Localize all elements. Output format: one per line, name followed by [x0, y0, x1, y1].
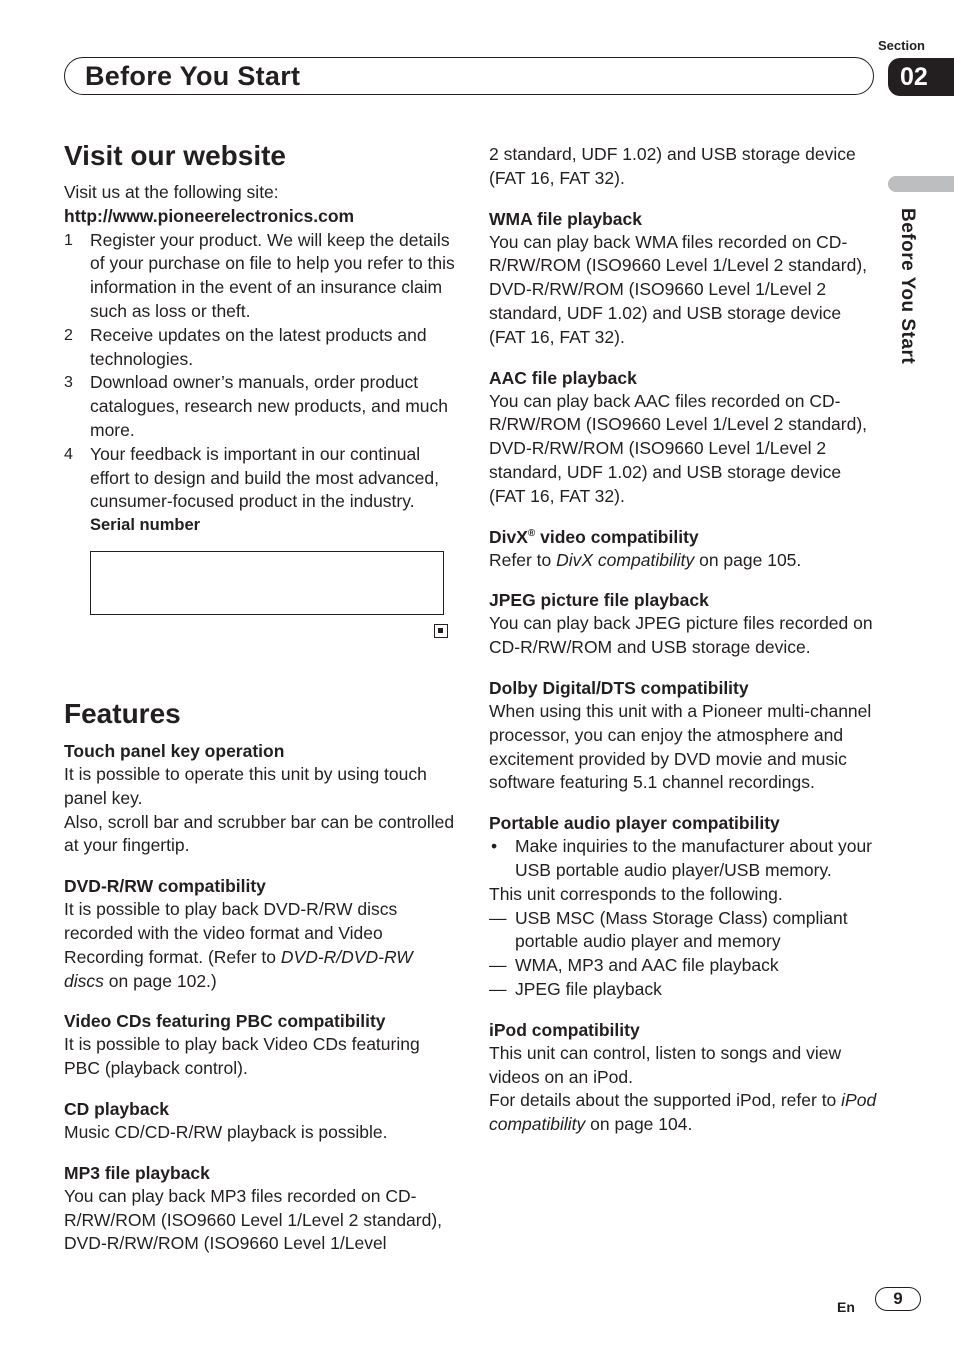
divx-heading-pre: DivX	[489, 526, 528, 547]
dash-text: WMA, MP3 and AAC file playback	[515, 955, 779, 976]
dolby-text: When using this unit with a Pioneer multi-channel processor, you can enjoy the atmosphere and excitement provided by DVD movie and music software featuring 5.1 channel recordings.	[489, 700, 872, 793]
portable-heading: Portable audio player compatibility	[489, 813, 780, 834]
touch-heading: Touch panel key operation	[64, 740, 285, 761]
section-number-badge: 02	[888, 58, 954, 96]
list-item	[64, 371, 456, 442]
touch-text-2: Also, scroll bar and scrubber bar can be controlled at your fingertip.	[64, 811, 455, 856]
registered-mark: ®	[527, 527, 536, 539]
dash-text: USB MSC (Mass Storage Class) compliant portable audio player and memory	[515, 907, 848, 952]
item-text: Download owner’s manuals, order product catalogues, research new products, and much more.	[90, 372, 448, 440]
side-tab-marker	[888, 176, 954, 192]
divx-text	[489, 549, 881, 573]
item-text: Your feedback is important in our continual effort to design and build the most advanced, cunsumer-focused product in the industry.	[90, 443, 439, 512]
ipod-heading: iPod compatibility	[489, 1019, 640, 1040]
divx-text-after: on page 105.	[694, 549, 802, 570]
ipod-reference: iPod compatibility	[489, 1090, 877, 1135]
vcd-text: It is possible to play back Video CDs featuring PBC (playback control).	[64, 1034, 420, 1079]
header-bar	[64, 57, 874, 95]
list-item	[489, 978, 881, 1002]
item-number: 2	[64, 326, 73, 344]
item-number: 3	[64, 374, 73, 392]
divx-heading	[489, 525, 881, 549]
item-number: 4	[64, 445, 73, 463]
dash-icon: —	[489, 978, 507, 999]
divx-reference: DivX compatibility	[556, 549, 695, 570]
mp3-text-continued: 2 standard, UDF 1.02) and USB storage device (FAT 16, FAT 32).	[489, 144, 856, 188]
mp3-text: You can play back MP3 files recorded on CD-R/RW/ROM (ISO9660 Level 1/Level 2 standard), DVD-R/RW/ROM (ISO9660 Level 1/Level	[64, 1185, 443, 1254]
dolby-heading: Dolby Digital/DTS compatibility	[489, 677, 749, 698]
left-column	[64, 138, 456, 1256]
item-text: Receive updates on the latest products and technologies.	[90, 324, 427, 369]
list-item	[64, 443, 456, 514]
aac-heading: AAC file playback	[489, 367, 637, 388]
section-label: Section	[878, 38, 925, 53]
ipod-text-2	[489, 1089, 881, 1137]
language-code: En	[837, 1299, 855, 1315]
cd-heading: CD playback	[64, 1098, 170, 1119]
serial-number-box	[90, 551, 444, 615]
list-item	[64, 324, 456, 372]
aac-text: You can play back AAC files recorded on CD-R/RW/ROM (ISO9660 Level 1/Level 2 standard), DVD-R/RW/ROM (ISO9660 Level 1/Level 2 standard, UDF 1.02) and USB storage device (FAT 16, FAT 32).	[489, 390, 868, 506]
vcd-heading: Video CDs featuring PBC compatibility	[64, 1011, 386, 1032]
wma-text: You can play back WMA files recorded on CD-R/RW/ROM (ISO9660 Level 1/Level 2 standard), DVD-R/RW/ROM (ISO9660 Level 1/Level 2 standard, UDF 1.02) and USB storage device (FAT 16, FAT 32).	[489, 231, 868, 347]
dvd-text-before: It is possible to play back DVD-R/RW discs recorded with the video format and Video Recording format. (Refer to	[64, 899, 398, 967]
wma-heading: WMA file playback	[489, 208, 642, 229]
touch-text-1: It is possible to operate this unit by using touch panel key.	[64, 763, 427, 808]
page-number: 9	[875, 1287, 921, 1311]
visit-intro: Visit us at the following site:	[64, 182, 279, 202]
dash-icon: —	[489, 955, 507, 976]
dash-text: JPEG file playback	[515, 978, 662, 999]
jpeg-heading: JPEG picture file playback	[489, 590, 709, 611]
right-column	[489, 143, 881, 1137]
visit-website-title: Visit our website	[64, 140, 286, 171]
item-text: Register your product. We will keep the details of your purchase on file to help you refer to this information in the event of an insurance claim such as loss or theft.	[90, 229, 455, 321]
list-item	[489, 835, 881, 883]
ipod-text-after: on page 104.	[585, 1114, 693, 1135]
portable-corresponds: This unit corresponds to the following.	[489, 883, 783, 904]
page-header-title: Before You Start	[85, 61, 301, 91]
features-title: Features	[64, 697, 181, 729]
dvd-heading: DVD-R/RW compatibility	[64, 876, 266, 897]
divx-text-before: Refer to	[489, 549, 557, 570]
bullet-text: Make inquiries to the manufacturer about your USB portable audio player/USB memory.	[515, 836, 872, 880]
cd-text: Music CD/CD-R/RW playback is possible.	[64, 1121, 388, 1142]
side-tab-label: Before You Start	[897, 208, 918, 365]
bullet-icon: •	[491, 836, 498, 857]
dash-icon: —	[489, 907, 507, 928]
website-link[interactable]: http://www.pioneerelectronics.com	[64, 205, 355, 226]
benefits-list	[64, 229, 456, 515]
jpeg-text: You can play back JPEG picture files recorded on CD-R/RW/ROM and USB storage device.	[489, 613, 873, 658]
serial-number-label: Serial number	[90, 516, 201, 535]
dvd-text-after: on page 102.)	[103, 970, 217, 991]
mp3-heading: MP3 file playback	[64, 1162, 210, 1183]
ipod-text-1: This unit can control, listen to songs and view videos on an iPod.	[489, 1042, 842, 1087]
dvd-text	[64, 898, 456, 993]
end-of-section-icon	[434, 624, 448, 638]
list-item	[489, 907, 881, 955]
item-number: 1	[64, 231, 73, 249]
divx-heading-post: video compatibility	[535, 526, 699, 547]
list-item	[489, 954, 881, 978]
ipod-text-before: For details about the supported iPod, refer to	[489, 1090, 842, 1111]
dvd-reference: DVD-R/DVD-RW discs	[64, 946, 413, 991]
list-item	[64, 229, 456, 324]
